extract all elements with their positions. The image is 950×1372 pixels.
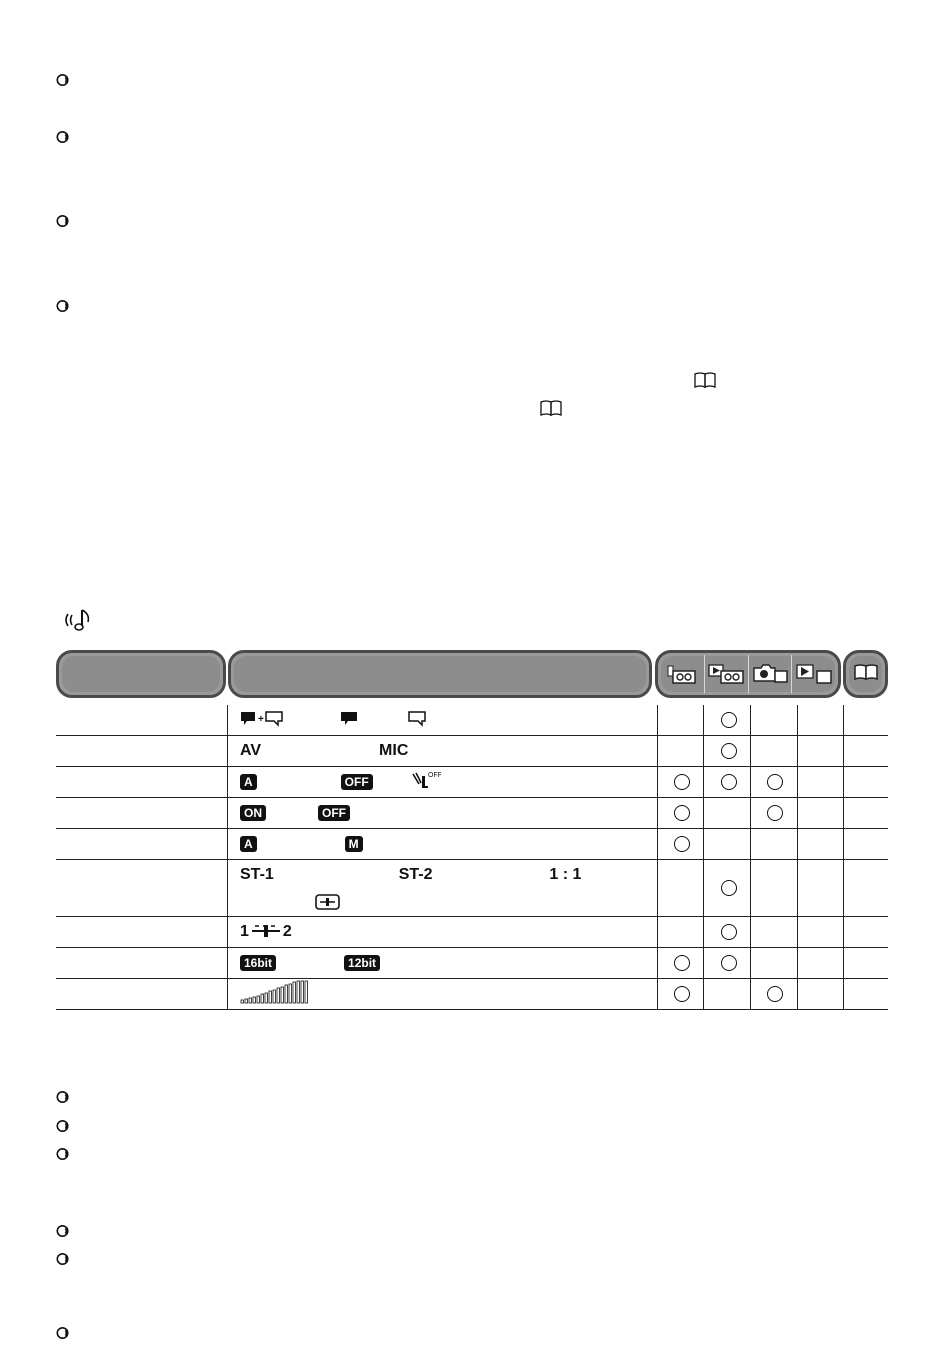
available-mark [674,774,690,790]
book-reference-icon [853,663,879,686]
table-header-function [56,650,226,698]
camera-card-icon [749,655,793,693]
available-mark [721,924,737,940]
book-reference-icon [693,371,717,389]
table-row [56,736,888,767]
bullet-circle-icon [56,1090,70,1104]
table-row [56,948,888,979]
setting-badge: A [240,774,257,790]
setting-badge: A [240,836,257,852]
available-mark [767,986,783,1002]
table-row [56,767,888,798]
setting-label: MIC [379,742,409,759]
setting-label: 2 [282,923,292,940]
svg-text:+: + [258,713,264,725]
available-mark [674,805,690,821]
available-mark [721,712,737,728]
setting-badge: OFF [318,805,350,821]
bullet-circle-icon [56,130,70,144]
table-row [56,798,888,829]
setting-badge: 16bit [240,955,276,971]
table-row [56,829,888,860]
table-header-modes [655,650,841,698]
available-mark [674,955,690,971]
setting-label: AV [240,742,262,759]
wind-off-icon [411,770,441,795]
available-mark [674,986,690,1002]
play-card-icon [792,655,835,693]
available-mark [674,836,690,852]
table-row [56,705,888,736]
setting-badge: 12bit [344,955,380,971]
bullet-circle-icon [56,1326,70,1340]
book-reference-icon [539,399,563,417]
table-header-reference [843,650,888,698]
svg-text:OFF: OFF [427,771,441,779]
bullet-circle-icon [56,1119,70,1133]
table-row [56,860,888,917]
available-mark [721,955,737,971]
bubble-filled-icon [340,709,358,732]
audio-sound-icon [60,606,102,634]
setting-label: 1 [240,923,249,940]
volume-level-icon [240,980,312,1009]
settings-table [56,705,888,1010]
balance-slider-icon [251,922,281,943]
bullet-circle-icon [56,73,70,87]
bubble-outline-icon [408,709,426,732]
bullet-circle-icon [56,1252,70,1266]
available-mark [767,805,783,821]
setting-label: ST-1 [240,866,274,883]
setting-label: ST-2 [398,866,433,883]
available-mark [767,774,783,790]
available-mark [721,880,737,896]
camera-tape-icon [661,655,705,693]
bullet-circle-icon [56,1147,70,1161]
bullet-circle-icon [56,214,70,228]
bubble-plus-bubble-icon [240,709,284,732]
bullet-circle-icon [56,1224,70,1238]
table-row [56,979,888,1010]
table-header-settings [228,650,652,698]
available-mark [721,743,737,759]
play-tape-icon [705,655,749,693]
available-mark [721,774,737,790]
setting-badge: OFF [341,774,373,790]
bullet-circle-icon [56,299,70,313]
setting-badge: ON [240,805,266,821]
table-row [56,917,888,948]
mix-balance-icon [315,893,341,916]
setting-label: 1 : 1 [549,866,582,883]
setting-badge: M [345,836,363,852]
